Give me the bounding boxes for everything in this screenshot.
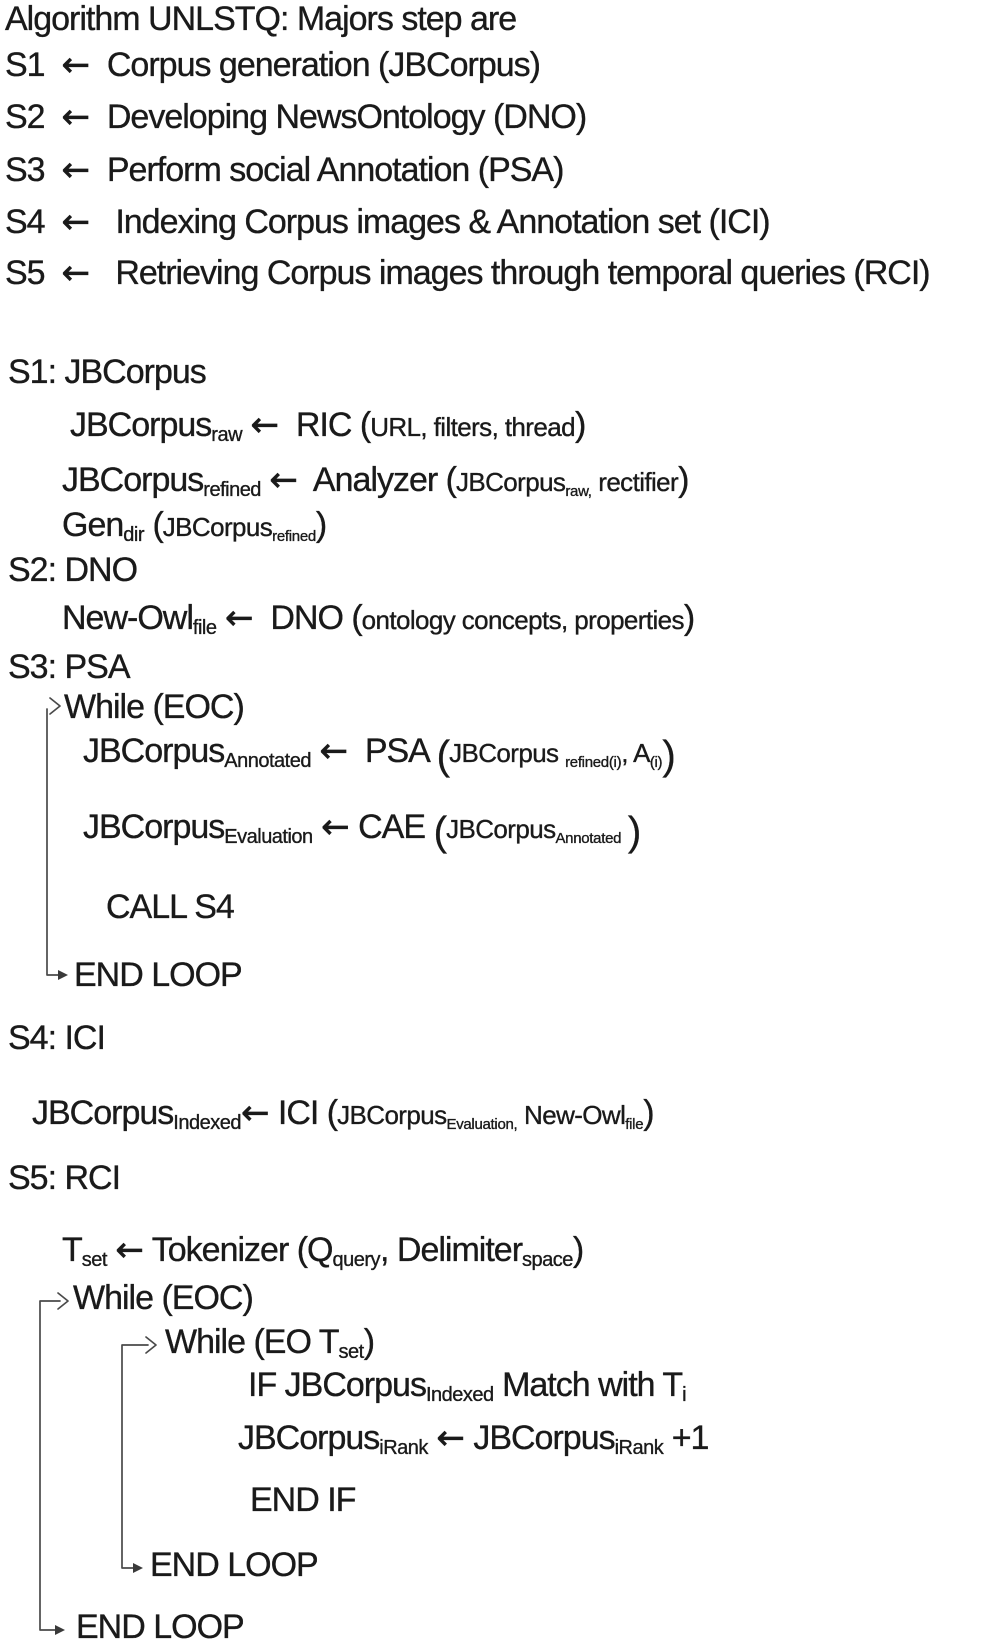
section-s4-header	[8, 1019, 105, 1058]
left-arrow-glyph: ←	[61, 97, 90, 137]
text-segment: JBCorpus	[70, 406, 212, 444]
text-segment: file	[192, 617, 217, 639]
text-segment: Gen	[62, 506, 124, 544]
text-segment: )	[643, 1094, 654, 1132]
left-arrow-glyph: ←	[250, 405, 279, 445]
text-segment: While (EOC)	[73, 1279, 253, 1317]
text-segment: )	[683, 599, 695, 637]
text-segment: )	[678, 461, 689, 499]
step-s2-summary	[5, 98, 586, 137]
text-segment: +1	[663, 1419, 709, 1457]
s3-loop-arrow	[47, 698, 68, 980]
s5-if-statement	[248, 1366, 686, 1407]
text-segment: file	[625, 1116, 644, 1133]
text-segment: , Delimiter	[380, 1231, 523, 1269]
left-arrow-glyph: ←	[115, 1230, 144, 1270]
text-segment: JBCorpus	[464, 1419, 615, 1457]
text-segment: IF JBCorpus	[248, 1366, 426, 1404]
step-s1-summary	[5, 46, 540, 85]
text-segment: , A	[621, 738, 650, 768]
text-segment: JBCorpus	[32, 1094, 174, 1132]
text-segment: ontology concepts, properties	[361, 605, 684, 635]
step-s4-summary	[5, 203, 770, 242]
text-segment: END LOOP	[150, 1546, 318, 1584]
text-segment: While (EO T	[165, 1323, 339, 1361]
text-segment: query	[332, 1249, 381, 1271]
left-arrow-glyph: ←	[61, 45, 90, 85]
left-arrow-glyph: ←	[61, 150, 90, 190]
left-arrow-glyph: ←	[269, 460, 298, 500]
algorithm-title: Algorithm UNLSTQ: Majors step are	[5, 0, 517, 38]
text-segment: Indexing Corpus images & Annotation set (ICI)	[89, 203, 770, 241]
s5-rank-statement	[238, 1419, 708, 1460]
text-segment: JBCorpus	[83, 808, 225, 846]
text-segment: Perform social Annotation (PSA)	[89, 151, 564, 189]
s3-annotated-statement	[83, 732, 675, 779]
text-segment: JBCorpus	[337, 1100, 447, 1130]
text-segment: (i)	[649, 754, 663, 771]
text-segment: )	[572, 1231, 584, 1269]
text-segment	[621, 814, 628, 844]
text-segment: raw	[211, 424, 243, 446]
section-s1-header	[8, 353, 206, 392]
text-segment: CAE	[349, 808, 434, 846]
text-segment: T	[62, 1231, 82, 1269]
s5-endloop-outer-statement	[76, 1608, 244, 1647]
s5-while-inner-statement	[165, 1323, 374, 1364]
text-segment: Tokenizer (Q	[143, 1231, 333, 1269]
s5-outer-loop-arrow	[40, 1293, 68, 1635]
left-arrow-glyph: ←	[240, 1093, 270, 1133]
text-segment: Evaluation,	[446, 1116, 518, 1133]
text-segment: JBCorpus	[455, 467, 566, 497]
text-segment: New-Owl	[62, 599, 193, 637]
text-segment: refined	[272, 528, 316, 545]
text-segment: PSA	[347, 732, 437, 770]
text-segment: Retrieving Corpus images through temporal queries (RCI)	[89, 254, 930, 292]
text-segment: Match with T	[493, 1366, 683, 1404]
text-segment: CALL S4	[106, 888, 234, 926]
text-segment: S2	[5, 98, 62, 136]
text-segment: refined(i)	[565, 754, 622, 771]
text-segment: Corpus generation (JBCorpus)	[89, 46, 540, 84]
text-segment: refined	[203, 479, 261, 501]
text-segment: set	[338, 1341, 364, 1363]
text-segment: RIC (	[278, 406, 371, 444]
text-segment: S1: JBCorpus	[8, 353, 206, 391]
text-segment	[313, 808, 321, 846]
text-segment: JBCorpus	[62, 461, 204, 499]
text-segment: JBCorpus	[83, 732, 225, 770]
s1-raw-statement	[70, 406, 585, 447]
section-s3-header	[8, 648, 130, 687]
left-arrow-glyph: ←	[321, 807, 350, 847]
text-segment: JBCorpus	[449, 738, 566, 768]
text-segment: )	[662, 732, 675, 778]
text-segment: JBCorpus	[238, 1419, 380, 1457]
text-segment: )	[363, 1323, 375, 1361]
text-segment: S5: RCI	[8, 1159, 121, 1197]
s5-tokenizer-statement	[62, 1231, 583, 1272]
left-arrow-glyph: ←	[224, 598, 254, 638]
text-segment	[216, 599, 224, 637]
s4-indexed-statement	[32, 1094, 654, 1135]
s5-inner-loop-arrow	[122, 1337, 156, 1573]
text-segment: END IF	[250, 1481, 356, 1519]
s3-call-statement	[106, 888, 234, 927]
text-segment: set	[81, 1249, 107, 1271]
text-segment: )	[574, 406, 586, 444]
text-segment: END LOOP	[76, 1608, 244, 1646]
text-segment: )	[315, 506, 327, 544]
text-segment: URL, filters, thread	[370, 412, 575, 442]
text-segment: raw,	[565, 483, 592, 500]
left-arrow-glyph: ←	[436, 1418, 465, 1458]
text-segment: ICI (	[269, 1094, 338, 1132]
text-segment: Annotated	[555, 830, 622, 847]
s5-while-outer-statement	[73, 1279, 253, 1318]
text-segment: iRank	[614, 1437, 664, 1459]
text-segment: S4	[5, 203, 62, 241]
text-segment: JBCorpus	[446, 814, 556, 844]
s3-while-statement	[64, 688, 244, 727]
text-segment: DNO (	[253, 599, 362, 637]
text-segment: Evaluation	[224, 826, 313, 848]
text-segment: space	[522, 1249, 573, 1271]
s5-endloop-inner-statement	[150, 1546, 318, 1585]
text-segment: Annotated	[224, 750, 311, 772]
text-segment: S4: ICI	[8, 1019, 105, 1057]
text-segment: Developing NewsOntology (DNO)	[89, 98, 587, 136]
text-segment: JBCorpus	[162, 512, 273, 542]
section-s5-header	[8, 1159, 120, 1198]
text-segment: S3	[5, 151, 62, 189]
left-arrow-glyph: ←	[61, 202, 90, 242]
s5-endif-statement	[250, 1481, 355, 1520]
s1-refined-statement	[62, 461, 688, 502]
text-segment: New-Owl	[517, 1100, 626, 1130]
left-arrow-glyph: ←	[61, 253, 90, 293]
text-segment: rectifier	[591, 467, 679, 497]
step-s3-summary	[5, 151, 563, 190]
s3-evaluation-statement	[83, 808, 640, 855]
text-segment: (	[144, 506, 163, 544]
s2-newowl-statement	[62, 599, 694, 640]
s3-endloop-statement	[74, 956, 242, 995]
text-segment: S5	[5, 254, 62, 292]
text-segment: )	[627, 808, 641, 854]
step-s5-summary	[5, 254, 930, 293]
text-segment: While (EOC)	[64, 688, 244, 726]
text-segment: dir	[123, 524, 144, 546]
section-s2-header	[8, 551, 137, 590]
s1-gen-statement	[62, 506, 326, 547]
text-segment: Indexed	[425, 1384, 494, 1406]
text-segment: i	[682, 1384, 687, 1406]
text-segment: END LOOP	[74, 956, 242, 994]
text-segment: Analyzer (	[297, 461, 456, 499]
text-segment: S2: DNO	[8, 551, 138, 589]
text-segment: (	[436, 732, 450, 778]
left-arrow-glyph: ←	[319, 731, 348, 771]
text-segment: S1	[5, 46, 62, 84]
text-segment: (	[433, 808, 447, 854]
text-segment: S3: PSA	[8, 648, 130, 686]
text-segment: iRank	[379, 1437, 428, 1459]
text-segment: Indexed	[173, 1112, 241, 1134]
